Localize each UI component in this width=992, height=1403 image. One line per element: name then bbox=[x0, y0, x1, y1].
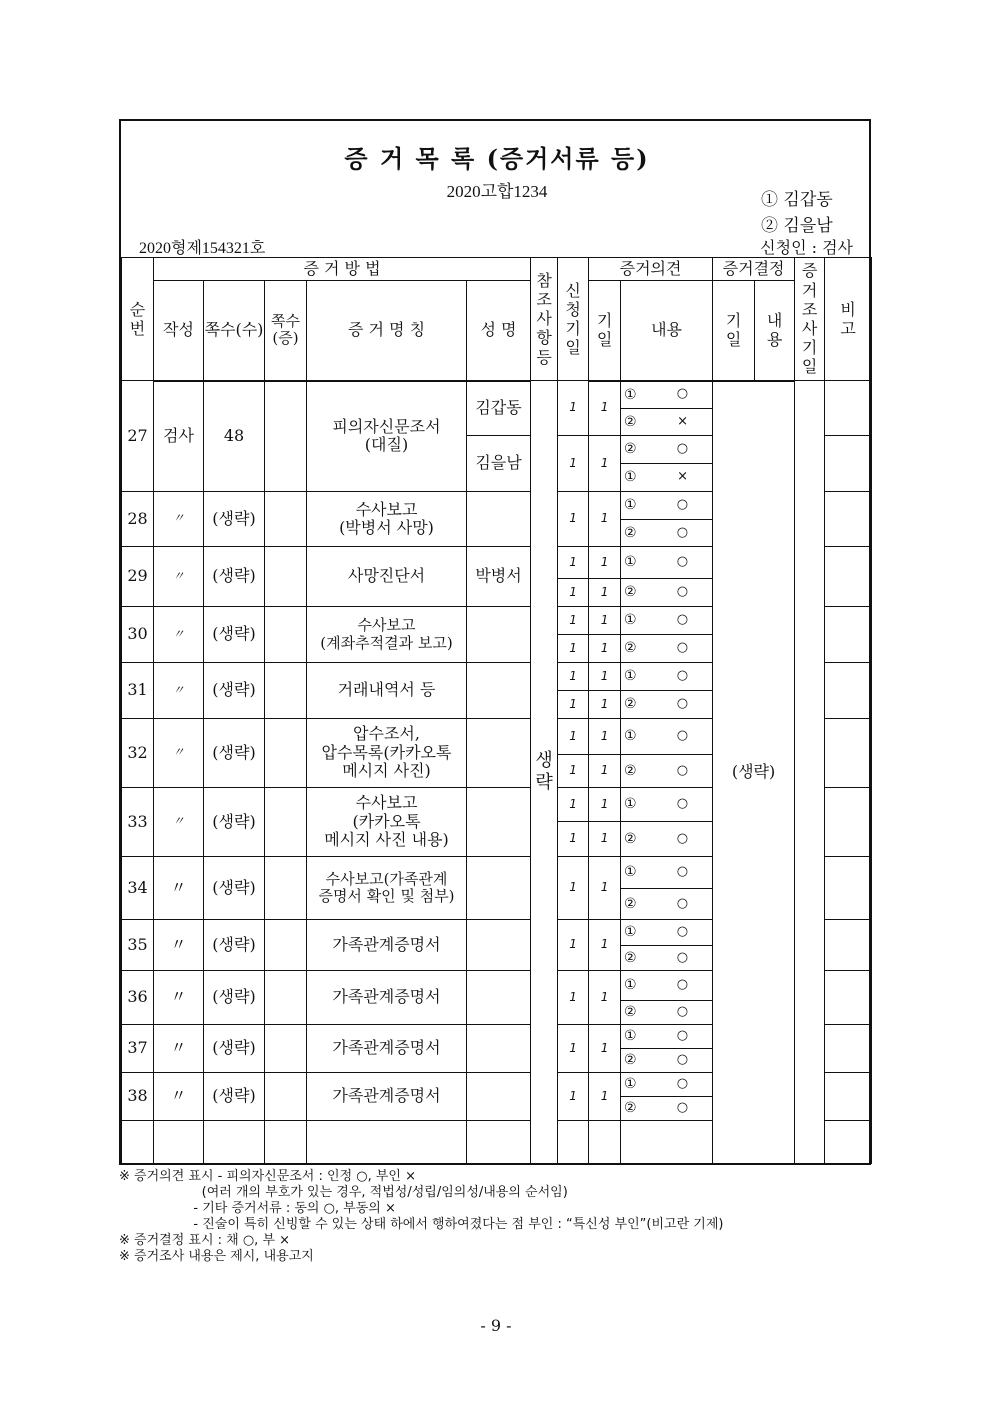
header-decision-content: 내용 bbox=[755, 281, 795, 381]
row-opinion-date: 1 bbox=[589, 788, 621, 822]
opinion-cell: ① × bbox=[621, 464, 713, 492]
row-person bbox=[467, 1025, 531, 1073]
row-opinion-date: 1 bbox=[589, 663, 621, 691]
legend-notes bbox=[119, 1169, 723, 1265]
row-opinion-date: 1 bbox=[589, 857, 621, 920]
row-person bbox=[467, 788, 531, 857]
row-person: 김갑동 bbox=[467, 381, 531, 436]
empty-cell bbox=[621, 1121, 713, 1164]
row-seq: 30 bbox=[122, 607, 154, 663]
opinion-cell: ① ○ bbox=[621, 971, 713, 1001]
row-pages: 48 bbox=[204, 381, 265, 492]
opinion-cell: ① ○ bbox=[621, 1073, 713, 1097]
row-opinion-date: 1 bbox=[589, 971, 621, 1025]
row-opinion-date: 1 bbox=[589, 1025, 621, 1073]
note-line: (여러 개의 부호가 있는 경우, 적법성/성립/임의성/내용의 순서임) bbox=[119, 1185, 568, 1200]
opinion-cell: ② ○ bbox=[621, 635, 713, 663]
empty-cell bbox=[265, 1121, 307, 1164]
note-line: ※ 증거의견 표시 - 피의자신문조서 : 인정 ○, 부인 × bbox=[119, 1169, 417, 1184]
row-opinion-date: 1 bbox=[589, 719, 621, 755]
row-person bbox=[467, 719, 531, 788]
empty-cell bbox=[154, 1121, 204, 1164]
opinion-cell: ① ○ bbox=[621, 920, 713, 946]
page-number: - 9 - bbox=[480, 1316, 512, 1335]
row-remarks bbox=[825, 788, 872, 857]
opinion-cell: ① ○ bbox=[621, 492, 713, 520]
row-pages: (생략) bbox=[204, 547, 265, 607]
header-method-group: 증 거 방 법 bbox=[154, 258, 531, 281]
row-apply-date: 1 bbox=[558, 788, 589, 822]
opinion-cell: ② ○ bbox=[621, 1049, 713, 1073]
row-remarks bbox=[825, 381, 872, 436]
row-remarks bbox=[825, 1073, 872, 1121]
header-person-name: 성 명 bbox=[467, 281, 531, 381]
header-decision-date: 기일 bbox=[713, 281, 755, 381]
empty-cell bbox=[307, 1121, 467, 1164]
row-apply-date: 1 bbox=[558, 691, 589, 719]
row-remarks bbox=[825, 971, 872, 1025]
opinion-cell: ② × bbox=[621, 409, 713, 436]
row-pages: (생략) bbox=[204, 1073, 265, 1121]
row-opinion-date: 1 bbox=[589, 822, 621, 857]
row-person bbox=[467, 607, 531, 663]
row-apply-date: 1 bbox=[558, 857, 589, 920]
row-remarks bbox=[825, 547, 872, 607]
empty-cell bbox=[589, 1121, 621, 1164]
row-apply-date: 1 bbox=[558, 492, 589, 547]
decision-merged: (생략) bbox=[713, 381, 795, 1164]
row-evidence-name: 가족관계증명서 bbox=[307, 1025, 467, 1073]
row-page-jeung bbox=[265, 857, 307, 920]
row-apply-date: 1 bbox=[558, 381, 589, 436]
row-seq: 35 bbox=[122, 920, 154, 971]
opinion-cell: ① ○ bbox=[621, 607, 713, 635]
row-apply-date: 1 bbox=[558, 579, 589, 607]
row-evidence-name: 압수조서, 압수목록(카카오톡 메시지 사진) bbox=[307, 719, 467, 788]
row-page-jeung bbox=[265, 1025, 307, 1073]
row-remarks bbox=[825, 920, 872, 971]
opinion-cell: ② ○ bbox=[621, 946, 713, 971]
header-page-jeung: 쪽수(증) bbox=[265, 281, 307, 381]
header-page-su: 쪽수(수) bbox=[204, 281, 265, 381]
row-author: 〃 bbox=[154, 607, 204, 663]
row-page-jeung bbox=[265, 788, 307, 857]
registration-number: 2020형제154321호 bbox=[139, 240, 266, 257]
opinion-cell: ① ○ bbox=[621, 788, 713, 822]
row-author: 〃 bbox=[154, 1073, 204, 1121]
row-author: 〃 bbox=[154, 971, 204, 1025]
row-pages: (생략) bbox=[204, 857, 265, 920]
row-opinion-date: 1 bbox=[589, 1073, 621, 1121]
row-apply-date: 1 bbox=[558, 719, 589, 755]
row-apply-date: 1 bbox=[558, 607, 589, 635]
opinion-cell: ② ○ bbox=[621, 436, 713, 464]
row-apply-date: 1 bbox=[558, 1025, 589, 1073]
row-pages: (생략) bbox=[204, 1025, 265, 1073]
row-author: 〃 bbox=[154, 1025, 204, 1073]
row-seq: 31 bbox=[122, 663, 154, 719]
empty-cell bbox=[825, 1121, 872, 1164]
row-author: 검사 bbox=[154, 381, 204, 492]
row-person: 김을남 bbox=[467, 436, 531, 492]
row-pages: (생략) bbox=[204, 920, 265, 971]
opinion-cell: ② ○ bbox=[621, 1097, 713, 1121]
evidence-table bbox=[121, 257, 872, 1164]
opinion-cell: ① ○ bbox=[621, 663, 713, 691]
row-pages: (생략) bbox=[204, 719, 265, 788]
header-remarks: 비고 bbox=[825, 258, 872, 381]
opinion-cell: ① ○ bbox=[621, 719, 713, 755]
row-person bbox=[467, 663, 531, 719]
empty-cell bbox=[122, 1121, 154, 1164]
row-remarks bbox=[825, 663, 872, 719]
row-opinion-date: 1 bbox=[589, 635, 621, 663]
note-line: ※ 증거조사 내용은 제시, 내용고지 bbox=[119, 1249, 314, 1264]
header-author: 작성 bbox=[154, 281, 204, 381]
row-apply-date: 1 bbox=[558, 547, 589, 579]
row-seq: 27 bbox=[122, 381, 154, 492]
row-remarks bbox=[825, 719, 872, 788]
header-apply-date: 신청기일 bbox=[558, 258, 589, 381]
row-page-jeung bbox=[265, 492, 307, 547]
row-evidence-name: 피의자신문조서 (대질) bbox=[307, 381, 467, 492]
row-author: 〃 bbox=[154, 857, 204, 920]
row-remarks bbox=[825, 857, 872, 920]
row-pages: (생략) bbox=[204, 492, 265, 547]
row-apply-date: 1 bbox=[558, 971, 589, 1025]
page-title: 증 거 목 록 (증거서류 등) bbox=[344, 144, 650, 173]
row-opinion-date: 1 bbox=[589, 547, 621, 579]
row-apply-date: 1 bbox=[558, 822, 589, 857]
row-seq: 36 bbox=[122, 971, 154, 1025]
row-evidence-name: 수사보고 (박병서 사망) bbox=[307, 492, 467, 547]
row-page-jeung bbox=[265, 547, 307, 607]
row-author: 〃 bbox=[154, 719, 204, 788]
row-evidence-name: 가족관계증명서 bbox=[307, 1073, 467, 1121]
opinion-cell: ② ○ bbox=[621, 691, 713, 719]
case-number: 2020고합1234 bbox=[446, 182, 548, 201]
header-investigation-date: 증거조사기일 bbox=[795, 258, 825, 381]
row-seq: 37 bbox=[122, 1025, 154, 1073]
row-opinion-date: 1 bbox=[589, 607, 621, 635]
row-apply-date: 1 bbox=[558, 755, 589, 788]
empty-cell bbox=[558, 1121, 589, 1164]
opinion-cell: ② ○ bbox=[621, 755, 713, 788]
row-evidence-name: 가족관계증명서 bbox=[307, 971, 467, 1025]
party-2: ② 김을남 bbox=[761, 216, 833, 236]
row-person bbox=[467, 971, 531, 1025]
row-author: 〃 bbox=[154, 492, 204, 547]
row-evidence-name: 수사보고(가족관계 증명서 확인 및 첨부) bbox=[307, 857, 467, 920]
opinion-cell: ② ○ bbox=[621, 1001, 713, 1025]
row-apply-date: 1 bbox=[558, 1073, 589, 1121]
row-opinion-date: 1 bbox=[589, 436, 621, 492]
row-person bbox=[467, 857, 531, 920]
row-person bbox=[467, 492, 531, 547]
opinion-cell: ① ○ bbox=[621, 1025, 713, 1049]
row-apply-date: 1 bbox=[558, 663, 589, 691]
row-apply-date: 1 bbox=[558, 920, 589, 971]
header-opinion-group: 증거의견 bbox=[589, 258, 713, 281]
row-apply-date: 1 bbox=[558, 635, 589, 663]
row-author: 〃 bbox=[154, 663, 204, 719]
row-evidence-name: 가족관계증명서 bbox=[307, 920, 467, 971]
row-page-jeung bbox=[265, 607, 307, 663]
row-apply-date: 1 bbox=[558, 436, 589, 492]
row-evidence-name: 수사보고 (카카오톡 메시지 사진 내용) bbox=[307, 788, 467, 857]
evidence-list-form bbox=[119, 119, 871, 1165]
row-remarks bbox=[825, 436, 872, 492]
row-seq: 32 bbox=[122, 719, 154, 788]
row-page-jeung bbox=[265, 381, 307, 492]
row-page-jeung bbox=[265, 1073, 307, 1121]
row-author: 〃 bbox=[154, 920, 204, 971]
row-page-jeung bbox=[265, 663, 307, 719]
row-page-jeung bbox=[265, 719, 307, 788]
opinion-cell: ② ○ bbox=[621, 889, 713, 920]
row-opinion-date: 1 bbox=[589, 492, 621, 547]
row-seq: 29 bbox=[122, 547, 154, 607]
empty-cell bbox=[467, 1121, 531, 1164]
row-page-jeung bbox=[265, 971, 307, 1025]
row-opinion-date: 1 bbox=[589, 579, 621, 607]
header-opinion-content: 내용 bbox=[621, 281, 713, 381]
row-pages: (생략) bbox=[204, 663, 265, 719]
opinion-cell: ② ○ bbox=[621, 520, 713, 547]
row-pages: (생략) bbox=[204, 971, 265, 1025]
opinion-cell: ① ○ bbox=[621, 381, 713, 409]
row-opinion-date: 1 bbox=[589, 381, 621, 436]
note-line: - 진술이 특히 신빙할 수 있는 상태 하에서 행하여졌다는 점 부인 : “특신성 부인”(비고란 기제) bbox=[119, 1217, 724, 1232]
row-opinion-date: 1 bbox=[589, 691, 621, 719]
row-author: 〃 bbox=[154, 547, 204, 607]
note-line: ※ 증거결정 표시 : 채 ○, 부 × bbox=[119, 1233, 291, 1248]
row-person: 박병서 bbox=[467, 547, 531, 607]
applicant: 신청인 : 검사 bbox=[760, 238, 853, 257]
row-page-jeung bbox=[265, 920, 307, 971]
row-evidence-name: 거래내역서 등 bbox=[307, 663, 467, 719]
note-line: - 기타 증거서류 : 동의 ○, 부동의 × bbox=[119, 1201, 396, 1216]
row-author: 〃 bbox=[154, 788, 204, 857]
row-person bbox=[467, 1073, 531, 1121]
row-remarks bbox=[825, 492, 872, 547]
opinion-cell: ① ○ bbox=[621, 857, 713, 889]
row-pages: (생략) bbox=[204, 607, 265, 663]
row-person bbox=[467, 920, 531, 971]
header-evidence-name: 증 거 명 칭 bbox=[307, 281, 467, 381]
opinion-cell: ② ○ bbox=[621, 822, 713, 857]
row-pages: (생략) bbox=[204, 788, 265, 857]
row-seq: 28 bbox=[122, 492, 154, 547]
opinion-cell: ② ○ bbox=[621, 579, 713, 607]
row-opinion-date: 1 bbox=[589, 755, 621, 788]
row-seq: 33 bbox=[122, 788, 154, 857]
header-seq: 순번 bbox=[122, 258, 154, 381]
row-seq: 34 bbox=[122, 857, 154, 920]
row-remarks bbox=[825, 607, 872, 663]
row-seq: 38 bbox=[122, 1073, 154, 1121]
header-opinion-date: 기일 bbox=[589, 281, 621, 381]
opinion-cell: ① ○ bbox=[621, 547, 713, 579]
row-evidence-name: 수사보고 (계좌추적결과 보고) bbox=[307, 607, 467, 663]
header-decision-group: 증거결정 bbox=[713, 258, 795, 281]
investigation-date-merged bbox=[795, 381, 825, 1164]
empty-cell bbox=[204, 1121, 265, 1164]
reference-merged: 생략 bbox=[531, 381, 558, 1164]
header-reference: 참조사항등 bbox=[531, 258, 558, 381]
row-remarks bbox=[825, 1025, 872, 1073]
row-opinion-date: 1 bbox=[589, 920, 621, 971]
row-evidence-name: 사망진단서 bbox=[307, 547, 467, 607]
party-1: ① 김갑동 bbox=[761, 190, 833, 210]
